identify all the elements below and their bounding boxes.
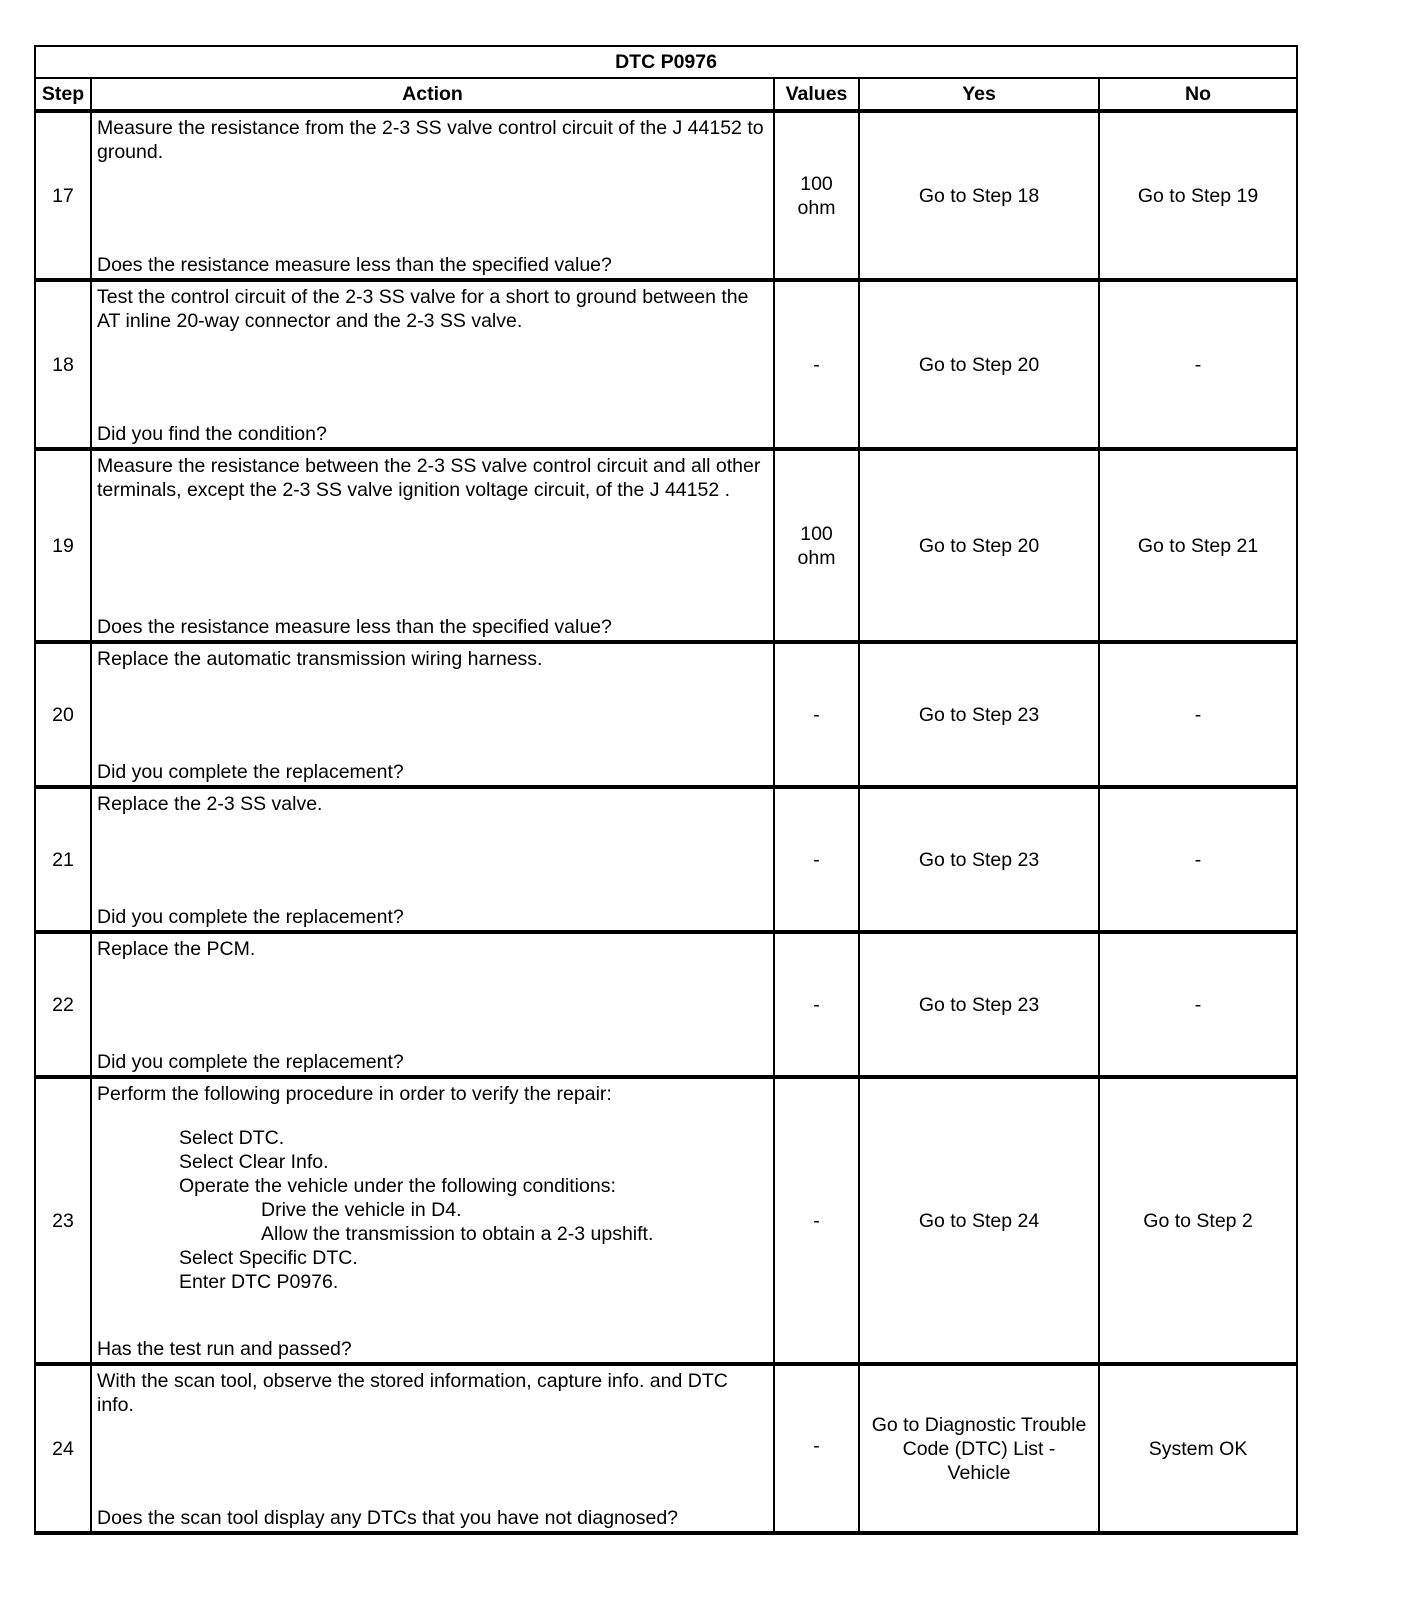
yes-cell: Go to Step 24 bbox=[859, 1077, 1099, 1364]
action-question: Did you complete the replacement? bbox=[97, 761, 404, 783]
procedure-substeps bbox=[97, 1126, 767, 1294]
action-cell bbox=[91, 280, 774, 449]
table-title: DTC P0976 bbox=[35, 46, 1297, 78]
table-row bbox=[35, 932, 1297, 1077]
action-text: Test the control circuit of the 2-3 SS valve for a short to ground between the AT inline 20-way connector and the 2-3 SS valve. bbox=[97, 286, 749, 332]
action-question: Does the resistance measure less than the specified value? bbox=[97, 616, 612, 638]
header-action: Action bbox=[91, 78, 774, 111]
yes-cell: Go to Step 18 bbox=[859, 111, 1099, 280]
substep-item: Select Specific DTC. bbox=[179, 1247, 358, 1269]
value-unit: ohm bbox=[797, 196, 836, 219]
table-row bbox=[35, 449, 1297, 642]
table-row bbox=[35, 787, 1297, 932]
value-cell bbox=[774, 449, 859, 642]
action-text: With the scan tool, observe the stored information, capture info. and DTC info. bbox=[97, 1370, 728, 1416]
table-row bbox=[35, 111, 1297, 280]
header-step: Step bbox=[35, 78, 91, 111]
yes-cell: Go to Step 20 bbox=[859, 449, 1099, 642]
step-number: 22 bbox=[35, 932, 91, 1077]
action-text: Perform the following procedure in order to verify the repair: bbox=[97, 1083, 612, 1105]
substep-item: Drive the vehicle in D4. bbox=[261, 1199, 462, 1221]
action-question: Did you complete the replacement? bbox=[97, 1051, 404, 1073]
action-text: Replace the PCM. bbox=[97, 938, 256, 960]
substep-item: Select Clear Info. bbox=[179, 1151, 329, 1173]
action-question: Did you find the condition? bbox=[97, 423, 327, 445]
header-no: No bbox=[1099, 78, 1297, 111]
table-row bbox=[35, 280, 1297, 449]
header-yes: Yes bbox=[859, 78, 1099, 111]
yes-cell bbox=[859, 1364, 1099, 1533]
header-values: Values bbox=[774, 78, 859, 111]
step-number: 18 bbox=[35, 280, 91, 449]
dtc-diagnostic-table bbox=[34, 45, 1298, 1535]
action-question: Does the scan tool display any DTCs that you have not diagnosed? bbox=[97, 1507, 679, 1529]
action-cell bbox=[91, 787, 774, 932]
action-cell bbox=[91, 932, 774, 1077]
no-cell: - bbox=[1099, 642, 1297, 787]
step-number: 21 bbox=[35, 787, 91, 932]
no-cell: - bbox=[1099, 932, 1297, 1077]
value-cell: - bbox=[774, 787, 859, 932]
no-cell: Go to Step 21 bbox=[1099, 449, 1297, 642]
action-cell bbox=[91, 1364, 774, 1533]
no-cell: - bbox=[1099, 280, 1297, 449]
value-cell: - bbox=[774, 280, 859, 449]
no-cell: - bbox=[1099, 787, 1297, 932]
substep-item: Enter DTC P0976. bbox=[179, 1271, 339, 1293]
value-number: 100 bbox=[800, 172, 833, 195]
table-row bbox=[35, 642, 1297, 787]
action-cell bbox=[91, 1077, 774, 1364]
action-question: Does the resistance measure less than the specified value? bbox=[97, 254, 612, 276]
step-number: 17 bbox=[35, 111, 91, 280]
yes-cell: Go to Step 23 bbox=[859, 642, 1099, 787]
action-cell bbox=[91, 449, 774, 642]
yes-line: Code (DTC) List - bbox=[902, 1437, 1056, 1460]
action-text: Replace the 2-3 SS valve. bbox=[97, 793, 323, 815]
table-row bbox=[35, 1077, 1297, 1364]
yes-cell: Go to Step 23 bbox=[859, 932, 1099, 1077]
value-dash: - bbox=[813, 1435, 820, 1457]
no-cell: Go to Step 2 bbox=[1099, 1077, 1297, 1364]
value-cell: - bbox=[774, 642, 859, 787]
action-text: Replace the automatic transmission wiring harness. bbox=[97, 648, 543, 670]
yes-line: Go to Diagnostic Trouble bbox=[871, 1413, 1087, 1436]
action-question: Has the test run and passed? bbox=[97, 1338, 352, 1360]
action-cell bbox=[91, 111, 774, 280]
action-text: Measure the resistance between the 2-3 SS valve control circuit and all other terminals, except the 2-3 SS valve ignition voltage circuit, of the J 44152 . bbox=[97, 455, 761, 501]
substep-item: Operate the vehicle under the following conditions: bbox=[179, 1175, 616, 1197]
substep-item: Allow the transmission to obtain a 2-3 upshift. bbox=[261, 1223, 654, 1245]
action-question: Did you complete the replacement? bbox=[97, 906, 404, 928]
substep-item: Select DTC. bbox=[179, 1127, 285, 1149]
yes-cell: Go to Step 20 bbox=[859, 280, 1099, 449]
value-unit: ohm bbox=[797, 546, 836, 569]
yes-line: Vehicle bbox=[947, 1461, 1011, 1484]
step-number: 24 bbox=[35, 1364, 91, 1533]
value-cell: - bbox=[774, 1077, 859, 1364]
action-cell bbox=[91, 642, 774, 787]
value-cell bbox=[774, 111, 859, 280]
step-number: 23 bbox=[35, 1077, 91, 1364]
no-cell: System OK bbox=[1099, 1364, 1297, 1533]
value-number: 100 bbox=[800, 522, 833, 545]
value-cell: - bbox=[774, 932, 859, 1077]
step-number: 19 bbox=[35, 449, 91, 642]
no-cell: Go to Step 19 bbox=[1099, 111, 1297, 280]
yes-cell: Go to Step 23 bbox=[859, 787, 1099, 932]
table-row bbox=[35, 1364, 1297, 1533]
step-number: 20 bbox=[35, 642, 91, 787]
value-cell bbox=[774, 1364, 859, 1533]
action-text: Measure the resistance from the 2-3 SS valve control circuit of the J 44152 to ground. bbox=[97, 117, 764, 163]
